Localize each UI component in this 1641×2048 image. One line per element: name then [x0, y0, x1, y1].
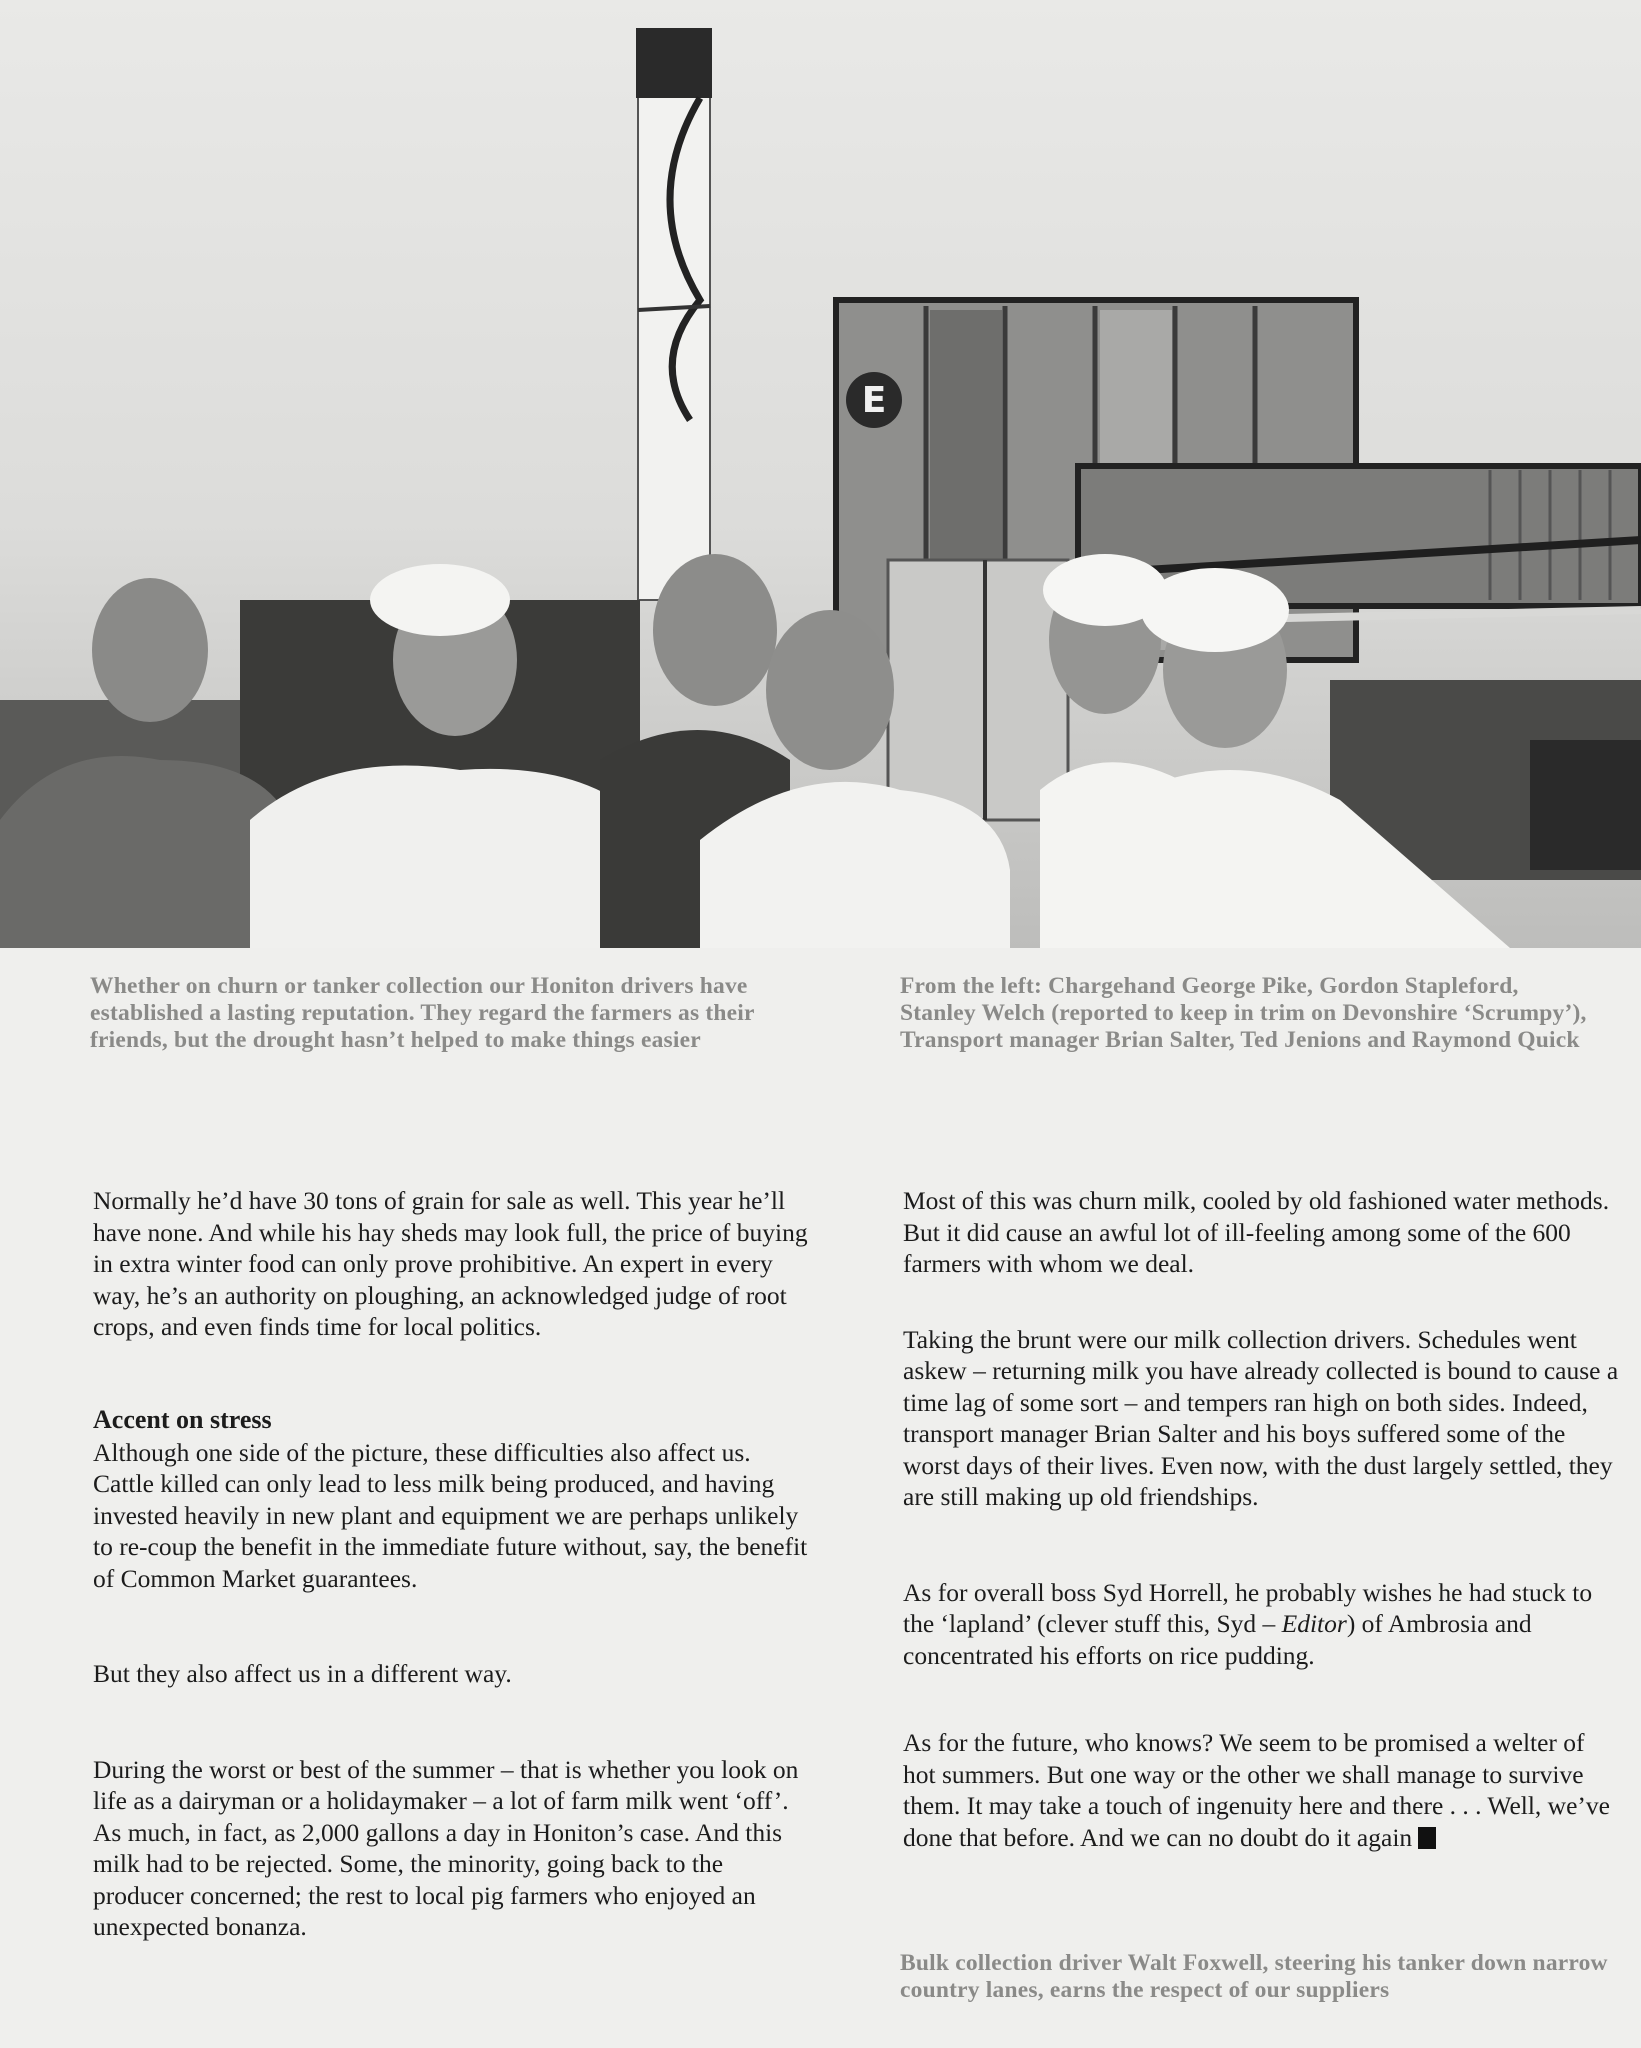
paragraph: Although one side of the picture, these difficulties also affect us. Cattle killed can only lead to less milk being produced, and having invested heavily in new plant and equipment we are perhaps unlikely to re-coup the benefit in the immediate future without, say, the benefit of Common Market guarantees.: [93, 1437, 808, 1593]
paragraph: Most of this was churn milk, cooled by old fashioned water methods. But it did cause an awful lot of ill-feeling among some of the 600 farmers with whom we deal.: [903, 1186, 1610, 1278]
section-heading: Accent on stress: [93, 1404, 272, 1434]
paragraph: During the worst or best of the summer – that is whether you look on life as a dairyman or a holidaymaker – a lot of farm milk went ‘off’. As much, in fact, as 2,000 gallons a day in Honiton’s case. And this milk had to be rejected. Some, the minority, going back to the producer concerned; the rest to local pig farmers who enjoyed an unexpected bonanza.: [93, 1754, 799, 1941]
photo-caption-bottom: Bulk collection driver Walt Foxwell, steering his tanker down narrow country lanes, earns the respect of our suppliers: [900, 1950, 1608, 2003]
factory-group-photo: [0, 0, 1641, 948]
photo-caption-left: Whether on churn or tanker collection our Honiton drivers have established a lasting reputation. They regard the farmers as their friends, but the drought hasn’t helped to make things easier: [90, 973, 755, 1053]
right-column: [903, 1185, 1623, 1853]
photo-caption-right: From the left: Chargehand George Pike, Gordon Stapleford, Stanley Welch (reported to keep in trim on Devonshire ‘Scrumpy’), Transport manager Brian Salter, Ted Jenions and Raymond Quick: [900, 973, 1587, 1053]
end-mark-icon: [1418, 1827, 1436, 1849]
photo-illustration: [0, 0, 1641, 948]
paragraph: But they also affect us in a different way.: [93, 1659, 512, 1688]
paragraph: As for overall boss Syd Horrell, he probably wishes he had stuck to the ‘lapland’ (clever stuff this, Syd – Editor) of Ambrosia and concentrated his efforts on rice pudding.: [903, 1577, 1593, 1670]
paragraph: Normally he’d have 30 tons of grain for sale as well. This year he’ll have none. And while his hay sheds may look full, the price of buying in extra winter food can only prove prohibitive. An expert in every way, he’s an authority on ploughing, an acknowledged judge of root crops, and even finds time for local politics.: [93, 1186, 808, 1341]
paragraph: Taking the brunt were our milk collection drivers. Schedules went askew – returning milk you have already collected is bound to cause a time lag of some sort – and tempers ran high on both sides. Indeed, transport manager Brian Salter and his boys suffered some of the worst days of their lives. Even now, with the dust largely settled, they are still making up old friendships.: [903, 1324, 1619, 1511]
left-column: [93, 1185, 813, 1943]
editor-note: Editor: [1281, 1609, 1347, 1638]
svg-text:E: E: [861, 380, 887, 421]
paragraph: As for the future, who knows? We seem to be promised a welter of hot summers. But one way or the other we shall manage to survive them. It may take a touch of ingenuity here and there . . . Well, we’ve done that before. And we can no doubt do it again: [903, 1728, 1610, 1852]
